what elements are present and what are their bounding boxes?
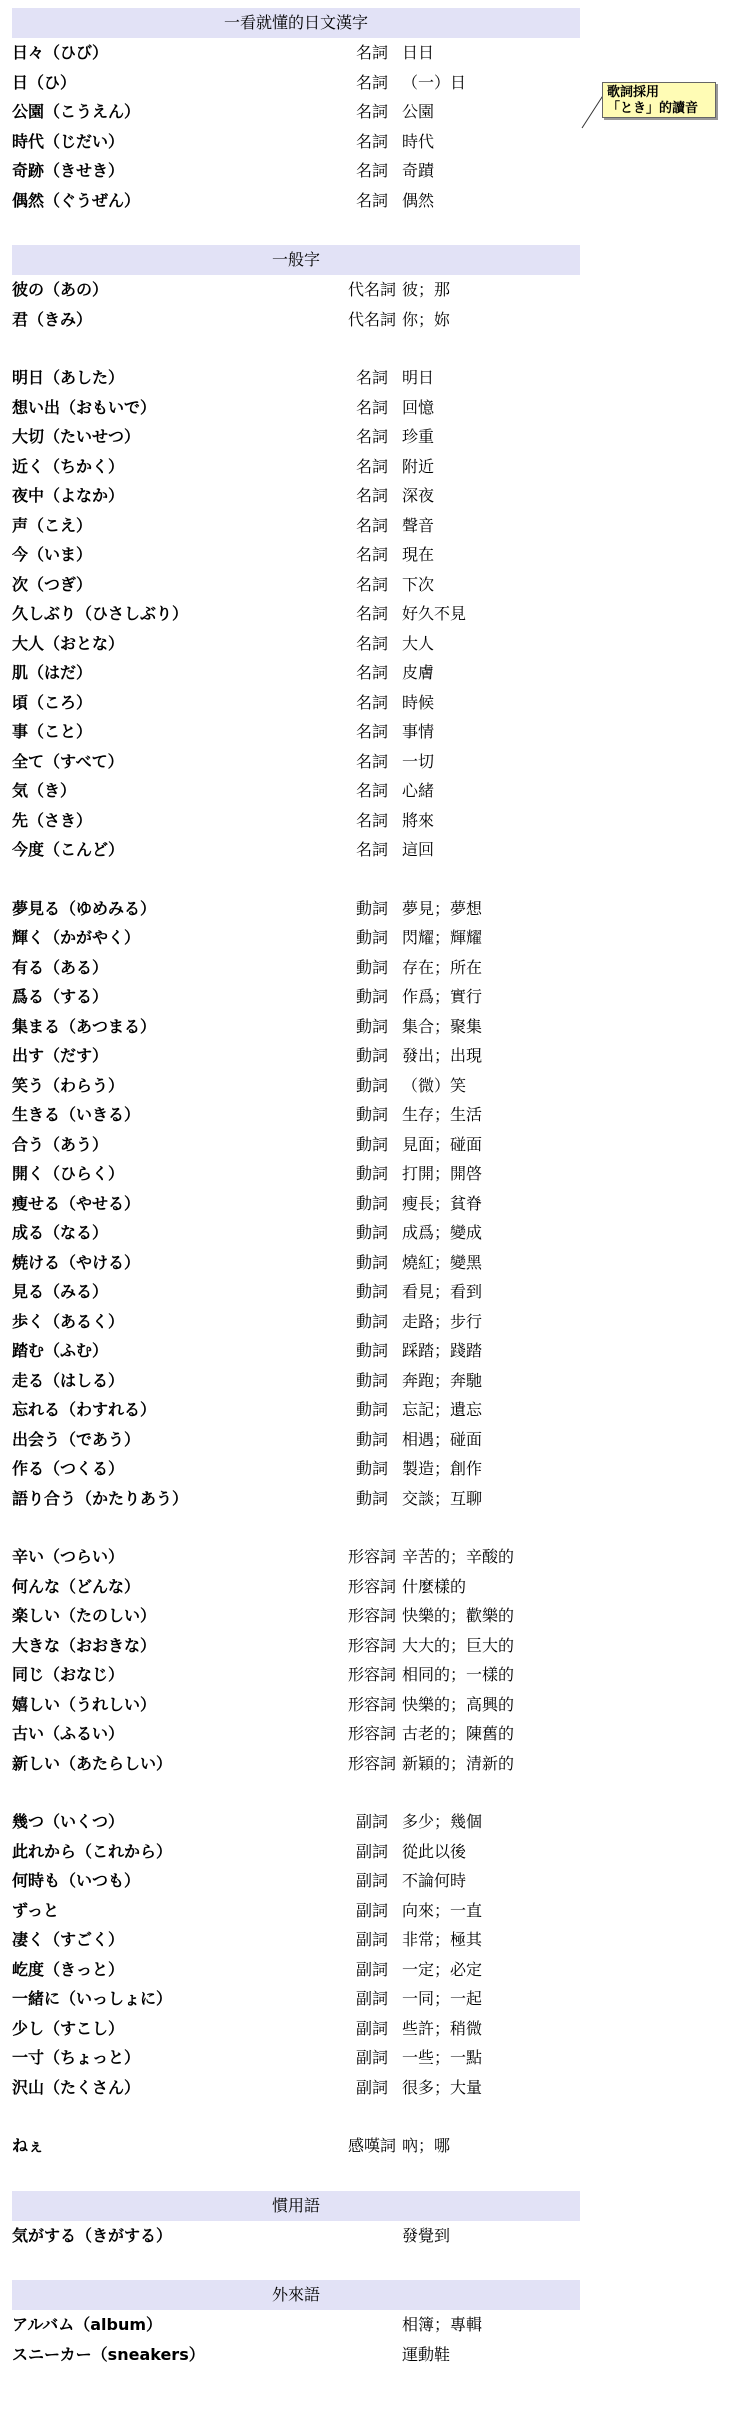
part-of-speech: 動詞 — [355, 1429, 388, 1449]
note-line-1: 歌詞採用 — [607, 85, 660, 100]
vocab-row — [12, 2015, 612, 2043]
vocab-word: 久しぶり（ひさしぶり） — [12, 604, 189, 623]
meaning: 看見；看到 — [402, 1282, 483, 1301]
meaning: 踩踏；踐踏 — [402, 1341, 483, 1360]
section-header: 外來語 — [12, 2280, 580, 2310]
vocab-row — [12, 2074, 612, 2102]
part-of-speech: 副詞 — [355, 2077, 388, 2097]
vocab-row — [12, 1131, 612, 1159]
vocab-word: 頃（ころ） — [12, 692, 93, 712]
vocab-row — [12, 1838, 612, 1866]
part-of-speech: 名詞 — [355, 840, 388, 859]
meaning: 回憶 — [402, 397, 435, 417]
part-of-speech: 名詞 — [355, 427, 388, 446]
part-of-speech: 動詞 — [355, 1370, 388, 1390]
part-of-speech: 名詞 — [355, 456, 388, 476]
meaning: 附近 — [402, 456, 435, 476]
vocab-word: 出す（だす） — [12, 1046, 109, 1065]
vocab-row — [12, 423, 612, 451]
meaning: 將來 — [402, 810, 435, 830]
meaning: 從此以後 — [402, 1841, 467, 1861]
vocab-row — [12, 1808, 612, 1836]
meaning: 奇蹟 — [402, 161, 435, 180]
meaning: 成爲；變成 — [402, 1223, 483, 1242]
meaning: 奔跑；奔馳 — [402, 1370, 483, 1390]
vocab-word: 次（つぎ） — [12, 574, 93, 594]
vocab-row — [12, 1573, 612, 1601]
part-of-speech: 動詞 — [355, 1223, 388, 1242]
part-of-speech: 副詞 — [355, 1841, 388, 1861]
meaning: 快樂的；歡樂的 — [402, 1606, 515, 1625]
meaning: 向來；一直 — [402, 1900, 483, 1920]
meaning: 明日 — [402, 368, 435, 387]
vocab-word: 屹度（きっと） — [12, 1959, 125, 1979]
part-of-speech: 動詞 — [355, 928, 388, 947]
meaning: 心緒 — [402, 781, 435, 800]
vocab-word: 日々（ひび） — [12, 43, 109, 62]
part-of-speech: 名詞 — [355, 515, 388, 535]
vocab-word: スニーカー（sneakers） — [12, 2344, 205, 2364]
vocab-word: 肌（はだ） — [12, 663, 93, 682]
vocab-row — [12, 1602, 612, 1630]
meaning: 古老的；陳舊的 — [402, 1724, 515, 1743]
vocab-word: 焼ける（やける） — [12, 1252, 141, 1272]
meaning: 下次 — [402, 574, 435, 594]
vocab-row — [12, 1308, 612, 1336]
part-of-speech: 動詞 — [355, 1164, 388, 1183]
meaning: 皮膚 — [402, 663, 435, 682]
vocab-word: 明日（あした） — [12, 368, 125, 387]
vocab-row — [12, 39, 612, 67]
meaning: 事情 — [402, 722, 435, 741]
part-of-speech: 動詞 — [355, 1488, 388, 1508]
meaning: 這回 — [402, 840, 435, 859]
part-of-speech: 動詞 — [355, 1341, 388, 1360]
meaning: 相同的；一樣的 — [402, 1665, 515, 1684]
meaning: 現在 — [402, 545, 435, 564]
vocab-word: 何んな（どんな） — [12, 1576, 141, 1596]
vocab-row — [12, 1160, 612, 1188]
vocab-row — [12, 924, 612, 952]
meaning: 一同；一起 — [402, 1989, 483, 2008]
part-of-speech: 名詞 — [355, 397, 388, 417]
vocab-word: 今（いま） — [12, 545, 93, 564]
meaning: 聲音 — [402, 515, 435, 535]
part-of-speech: 名詞 — [355, 781, 388, 800]
vocab-word: 見る（みる） — [12, 1282, 109, 1301]
meaning: 運動鞋 — [402, 2344, 451, 2364]
vocab-word: 時代（じだい） — [12, 131, 125, 151]
vocab-word: 輝く（かがやく） — [12, 928, 141, 947]
vocab-row — [12, 1897, 612, 1925]
vocab-row — [12, 1367, 612, 1395]
part-of-speech: 名詞 — [355, 663, 388, 682]
meaning: 走路；步行 — [402, 1311, 483, 1331]
vocab-row — [12, 1396, 612, 1424]
vocab-word: 大切（たいせつ） — [12, 427, 141, 446]
meaning: （一）日 — [402, 72, 467, 92]
part-of-speech: 形容詞 — [347, 1547, 396, 1566]
part-of-speech: 動詞 — [355, 987, 388, 1006]
vocab-row — [12, 306, 612, 334]
part-of-speech: 名詞 — [355, 190, 388, 210]
vocab-word: 語り合う（かたりあう） — [12, 1488, 189, 1508]
vocab-word: 踏む（ふむ） — [12, 1341, 109, 1360]
vocab-row — [12, 1219, 612, 1247]
meaning: 作爲；實行 — [402, 987, 483, 1006]
vocab-word: 笑う（わらう） — [12, 1075, 125, 1095]
part-of-speech: 動詞 — [355, 1282, 388, 1301]
part-of-speech: 副詞 — [355, 1930, 388, 1949]
part-of-speech: 名詞 — [355, 751, 388, 771]
vocab-word: 君（きみ） — [12, 309, 93, 329]
vocab-row — [12, 512, 612, 540]
meaning: 生存；生活 — [402, 1105, 483, 1124]
vocab-row — [12, 1455, 612, 1483]
meaning: 集合；聚集 — [402, 1016, 483, 1036]
vocab-row — [12, 1042, 612, 1070]
part-of-speech: 動詞 — [355, 957, 388, 977]
vocab-row — [12, 1013, 612, 1041]
vocab-word: 此れから（これから） — [12, 1841, 173, 1861]
vocab-row — [12, 1249, 612, 1277]
meaning: 燒紅；變黑 — [402, 1252, 483, 1272]
vocab-row — [12, 954, 612, 982]
vocab-word: 一緒に（いっしょに） — [12, 1989, 173, 2008]
vocab-word: 声（こえ） — [12, 515, 93, 535]
part-of-speech: 名詞 — [355, 633, 388, 653]
vocab-row — [12, 1337, 612, 1365]
vocab-row — [12, 1426, 612, 1454]
vocab-word: 近く（ちかく） — [12, 456, 125, 476]
meaning: 多少；幾個 — [402, 1812, 483, 1831]
vocab-word: 彼の（あの） — [12, 280, 109, 299]
vocab-row — [12, 659, 612, 687]
vocab-word: 開く（ひらく） — [12, 1164, 125, 1183]
vocab-row — [12, 571, 612, 599]
vocab-row — [12, 1956, 612, 1984]
meaning: （微）笑 — [402, 1075, 467, 1095]
meaning: 忘記；遺忘 — [402, 1400, 483, 1419]
vocab-row — [12, 1867, 612, 1895]
part-of-speech: 副詞 — [355, 2048, 388, 2067]
meaning: 打開；開啓 — [402, 1164, 483, 1183]
section-header: 一般字 — [12, 245, 580, 275]
vocab-word: 気（き） — [12, 781, 77, 800]
vocab-word: 合う（あう） — [12, 1134, 109, 1154]
vocab-word: 同じ（おなじ） — [12, 1665, 125, 1684]
part-of-speech: 副詞 — [355, 1871, 388, 1890]
vocab-row — [12, 69, 612, 97]
meaning: 你；妳 — [402, 309, 451, 329]
vocab-row — [12, 541, 612, 569]
meaning: 瘦長；貧脊 — [402, 1193, 483, 1213]
meaning: 見面；碰面 — [402, 1134, 483, 1154]
part-of-speech: 名詞 — [355, 692, 388, 712]
part-of-speech: 名詞 — [355, 574, 388, 594]
vocab-row — [12, 600, 612, 628]
meaning: 很多；大量 — [402, 2077, 483, 2097]
part-of-speech: 副詞 — [355, 1812, 388, 1831]
meaning: 一切 — [402, 751, 435, 771]
part-of-speech: 動詞 — [355, 1105, 388, 1124]
part-of-speech: 動詞 — [355, 1311, 388, 1331]
part-of-speech: 名詞 — [355, 545, 388, 564]
vocab-word: 全て（すべて） — [12, 751, 124, 771]
vocab-word: 幾つ（いくつ） — [12, 1812, 125, 1831]
vocab-word: 夢見る（ゆめみる） — [12, 898, 157, 918]
vocab-word: 楽しい（たのしい） — [12, 1606, 157, 1625]
vocab-row — [12, 2044, 612, 2072]
vocab-row — [12, 1632, 612, 1660]
vocab-row — [12, 895, 612, 923]
vocab-word: 有る（ある） — [12, 957, 109, 977]
vocab-word: 沢山（たくさん） — [12, 2077, 141, 2097]
part-of-speech: 名詞 — [355, 43, 388, 62]
part-of-speech: 副詞 — [355, 1959, 388, 1979]
vocab-word: 公園（こうえん） — [12, 102, 141, 121]
vocab-row — [12, 1101, 612, 1129]
meaning: 珍重 — [402, 427, 435, 446]
vocab-row — [12, 364, 612, 392]
vocab-row — [12, 807, 612, 835]
vocab-row — [12, 748, 612, 776]
part-of-speech: 動詞 — [355, 1016, 388, 1036]
part-of-speech: 代名詞 — [347, 309, 396, 329]
vocab-row — [12, 276, 612, 304]
vocab-word: 瘦せる（やせる） — [12, 1193, 141, 1213]
vocab-row — [12, 2311, 612, 2339]
part-of-speech: 名詞 — [355, 486, 388, 505]
vocab-word: 大きな（おおきな） — [12, 1635, 157, 1655]
part-of-speech: 名詞 — [355, 161, 388, 180]
vocab-row — [12, 394, 612, 422]
vocab-row — [12, 777, 612, 805]
vocab-row — [12, 1720, 612, 1748]
meaning: 偶然 — [402, 190, 435, 210]
meaning: 辛苦的；辛酸的 — [402, 1547, 515, 1566]
part-of-speech: 動詞 — [355, 1459, 388, 1478]
vocab-row — [12, 2132, 612, 2160]
meaning: 製造；創作 — [402, 1459, 483, 1478]
section-header: 慣用語 — [12, 2191, 580, 2221]
vocab-word: 出会う（であう） — [12, 1429, 141, 1449]
part-of-speech: 動詞 — [355, 1046, 388, 1065]
meaning: 一些；一點 — [402, 2048, 483, 2067]
vocab-word: 歩く（あるく） — [12, 1311, 125, 1331]
vocab-row — [12, 1691, 612, 1719]
vocab-row — [12, 1661, 612, 1689]
vocab-word: ずっと — [12, 1900, 60, 1920]
meaning: 什麼樣的 — [402, 1576, 467, 1596]
vocab-word: 今度（こんど） — [12, 840, 125, 859]
lyrics-reading-note — [602, 82, 716, 118]
vocab-word: 事（こと） — [12, 722, 93, 741]
vocab-row — [12, 1985, 612, 2013]
meaning: 發出；出現 — [402, 1046, 483, 1065]
meaning: 非常；極其 — [402, 1930, 483, 1949]
vocab-word: 古い（ふるい） — [12, 1724, 125, 1743]
part-of-speech: 名詞 — [355, 722, 388, 741]
vocab-word: 夜中（よなか） — [12, 486, 125, 505]
part-of-speech: 名詞 — [355, 604, 388, 623]
vocab-word: 忘れる（わすれる） — [12, 1400, 157, 1419]
meaning: 大人 — [402, 633, 435, 653]
vocab-word: 爲る（する） — [12, 987, 109, 1006]
vocab-word: 凄く（すごく） — [12, 1930, 125, 1949]
vocab-word: 走る（はしる） — [12, 1370, 125, 1390]
part-of-speech: 形容詞 — [347, 1635, 396, 1655]
meaning: 時代 — [402, 131, 435, 151]
vocab-row — [12, 128, 612, 156]
vocab-row — [12, 1190, 612, 1218]
part-of-speech: 形容詞 — [347, 1724, 396, 1743]
part-of-speech: 名詞 — [355, 131, 388, 151]
vocab-word: 生きる（いきる） — [12, 1105, 141, 1124]
vocab-word: 大人（おとな） — [12, 633, 125, 653]
vocab-row — [12, 453, 612, 481]
part-of-speech: 動詞 — [355, 898, 388, 918]
vocab-row — [12, 718, 612, 746]
vocab-word: 日（ひ） — [12, 72, 77, 92]
meaning: 彼；那 — [402, 280, 451, 299]
part-of-speech: 動詞 — [355, 1252, 388, 1272]
meaning: 深夜 — [402, 486, 435, 505]
vocab-word: 奇跡（きせき） — [12, 161, 125, 180]
vocab-row — [12, 2222, 612, 2250]
section-header: 一看就懂的日文漢字 — [12, 8, 580, 38]
meaning: 相遇；碰面 — [402, 1429, 483, 1449]
part-of-speech: 動詞 — [355, 1400, 388, 1419]
part-of-speech: 名詞 — [355, 368, 388, 387]
vocab-word: アルバム（album） — [12, 2315, 163, 2334]
vocab-word: 先（さき） — [12, 810, 93, 830]
part-of-speech: 形容詞 — [347, 1694, 396, 1714]
vocab-row — [12, 630, 612, 658]
vocab-row — [12, 836, 612, 864]
vocab-word: 想い出（おもいで） — [12, 397, 157, 417]
vocab-row — [12, 1543, 612, 1571]
part-of-speech: 形容詞 — [347, 1665, 396, 1684]
vocab-word: 少し（すこし） — [12, 2018, 125, 2038]
vocab-row — [12, 157, 612, 185]
vocab-row — [12, 98, 612, 126]
meaning: 吶；哪 — [402, 2136, 451, 2155]
part-of-speech: 副詞 — [355, 2018, 388, 2038]
vocab-row — [12, 1926, 612, 1954]
meaning: 好久不見 — [402, 604, 467, 623]
vocab-row — [12, 1485, 612, 1513]
meaning: 交談；互聊 — [402, 1488, 483, 1508]
meaning: 大大的；巨大的 — [402, 1635, 515, 1655]
vocab-word: ねぇ — [12, 2136, 45, 2155]
part-of-speech: 名詞 — [355, 810, 388, 830]
meaning: 快樂的；高興的 — [402, 1694, 515, 1714]
meaning: 公園 — [402, 102, 435, 121]
vocab-row — [12, 2341, 612, 2369]
meaning: 發覺到 — [402, 2225, 451, 2245]
part-of-speech: 代名詞 — [347, 280, 396, 299]
vocab-row — [12, 983, 612, 1011]
vocab-word: 何時も（いつも） — [12, 1871, 141, 1890]
part-of-speech: 副詞 — [355, 1900, 388, 1920]
meaning: 閃耀；輝耀 — [402, 928, 483, 947]
vocab-word: 一寸（ちょっと） — [12, 2048, 141, 2067]
part-of-speech: 副詞 — [355, 1989, 388, 2008]
vocab-word: 嬉しい（うれしい） — [12, 1694, 157, 1714]
meaning: 時候 — [402, 692, 435, 712]
meaning: 日日 — [402, 43, 435, 62]
vocab-row — [12, 482, 612, 510]
vocab-row — [12, 689, 612, 717]
vocab-word: 作る（つくる） — [12, 1459, 125, 1478]
meaning: 一定；必定 — [402, 1959, 483, 1979]
part-of-speech: 形容詞 — [347, 1606, 396, 1625]
part-of-speech: 動詞 — [355, 1075, 388, 1095]
meaning: 相簿；專輯 — [402, 2315, 483, 2334]
vocab-word: 偶然（ぐうぜん） — [12, 190, 141, 210]
part-of-speech: 形容詞 — [347, 1753, 396, 1773]
meaning: 不論何時 — [402, 1871, 467, 1890]
vocab-word: 成る（なる） — [12, 1223, 109, 1242]
meaning: 夢見；夢想 — [402, 898, 483, 918]
meaning: 存在；所在 — [402, 957, 483, 977]
vocab-word: 辛い（つらい） — [12, 1547, 125, 1566]
vocab-word: 集まる（あつまる） — [12, 1016, 157, 1036]
part-of-speech: 動詞 — [355, 1134, 388, 1154]
vocab-row — [12, 1072, 612, 1100]
vocab-row — [12, 187, 612, 215]
note-line-2: 「とき」的讀音 — [607, 101, 699, 116]
part-of-speech: 動詞 — [355, 1193, 388, 1213]
part-of-speech: 形容詞 — [347, 1576, 396, 1596]
meaning: 些許；稍微 — [402, 2018, 483, 2038]
part-of-speech: 名詞 — [355, 102, 388, 121]
meaning: 新穎的；清新的 — [402, 1753, 515, 1773]
part-of-speech: 感嘆詞 — [347, 2136, 396, 2155]
vocab-word: 新しい（あたらしい） — [12, 1753, 173, 1773]
vocab-row — [12, 1278, 612, 1306]
vocab-row — [12, 1750, 612, 1778]
part-of-speech: 名詞 — [355, 72, 388, 92]
vocab-word: 気がする（きがする） — [12, 2225, 173, 2245]
